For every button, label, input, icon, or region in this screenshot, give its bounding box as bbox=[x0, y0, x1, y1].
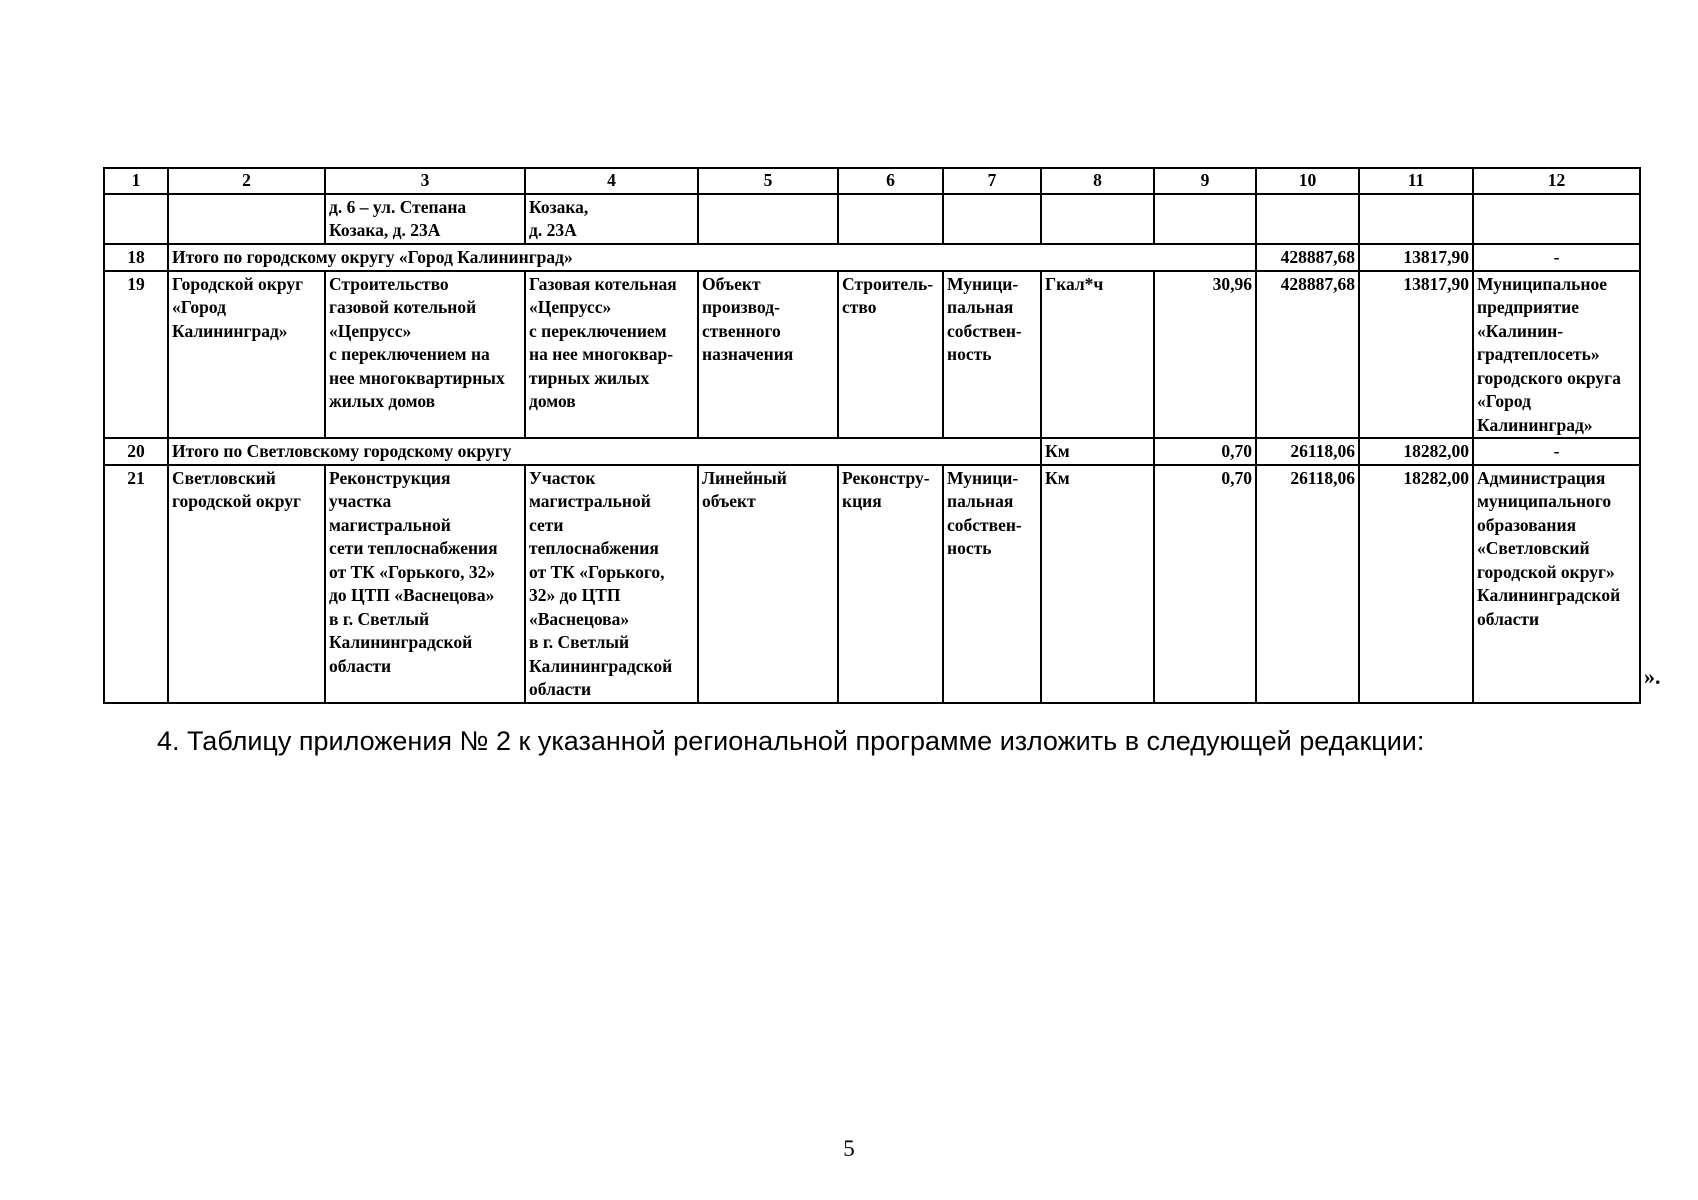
table-cell: 18282,00 bbox=[1359, 438, 1473, 465]
table-cell: Участок магистральной сети теплоснабжения от ТК «Горького, 32» до ЦТП «Васнецова» в г. Светлый Калининградской области bbox=[525, 465, 698, 703]
table-cell: Реконстру- кция bbox=[838, 465, 943, 703]
table-cell: - bbox=[1473, 438, 1640, 465]
table-cell: Строитель- ство bbox=[838, 271, 943, 439]
table-cell: Козака, д. 23А bbox=[525, 194, 698, 244]
table-cell bbox=[1473, 194, 1640, 244]
table-cell: д. 6 – ул. Степана Козака, д. 23А bbox=[325, 194, 525, 244]
table-cell: Городской округ «Город Калининград» bbox=[168, 271, 325, 439]
table-cell: Км bbox=[1041, 438, 1154, 465]
subtotal-label: Итого по городскому округу «Город Калининград» bbox=[168, 244, 1256, 271]
table-cell: Муниципальное предприятие «Калинин- градтеплосеть» городского округа «Город Калининград» bbox=[1473, 271, 1640, 439]
table-header-row bbox=[104, 168, 1640, 194]
table-cell: Администрация муниципального образования «Светловский городской округ» Калининградской области bbox=[1473, 465, 1640, 703]
page-number: 5 bbox=[843, 1136, 855, 1161]
row-number: 19 bbox=[104, 271, 168, 439]
table-cell bbox=[104, 194, 168, 244]
table-cell bbox=[1359, 194, 1473, 244]
table-cell bbox=[698, 194, 838, 244]
table-cell: 428887,68 bbox=[1256, 271, 1359, 439]
table-cell: Муници- пальная собствен- ность bbox=[943, 465, 1041, 703]
appendix-table bbox=[103, 167, 1641, 704]
table-row-20 bbox=[104, 438, 1640, 465]
row-number: 21 bbox=[104, 465, 168, 703]
table-cell bbox=[1154, 194, 1256, 244]
paragraph-text: 4. Таблицу приложения № 2 к указанной региональной программе изложить в следующей редакции: bbox=[157, 726, 1425, 756]
table-cell: 26118,06 bbox=[1256, 438, 1359, 465]
row-number: 20 bbox=[104, 438, 168, 465]
header-cell: 5 bbox=[698, 168, 838, 194]
header-cell: 10 bbox=[1256, 168, 1359, 194]
table-cell: Линейный объект bbox=[698, 465, 838, 703]
subtotal-label: Итого по Светловскому городскому округу bbox=[168, 438, 1041, 465]
table-row-18 bbox=[104, 244, 1640, 271]
table-cell bbox=[943, 194, 1041, 244]
table-cell: 0,70 bbox=[1154, 438, 1256, 465]
header-cell: 3 bbox=[325, 168, 525, 194]
table-cell: Объект производ- ственного назначения bbox=[698, 271, 838, 439]
table-cell: 13817,90 bbox=[1359, 271, 1473, 439]
header-cell: 8 bbox=[1041, 168, 1154, 194]
table-cell: Светловский городской округ bbox=[168, 465, 325, 703]
table-cell: Гкал*ч bbox=[1041, 271, 1154, 439]
table-cell: 0,70 bbox=[1154, 465, 1256, 703]
row-number: 18 bbox=[104, 244, 168, 271]
table-row-19 bbox=[104, 271, 1640, 439]
table-cell: Км bbox=[1041, 465, 1154, 703]
header-cell: 12 bbox=[1473, 168, 1640, 194]
table-cell: 428887,68 bbox=[1256, 244, 1359, 271]
table-cell bbox=[1256, 194, 1359, 244]
header-cell: 7 bbox=[943, 168, 1041, 194]
table-cell: Строительство газовой котельной «Цепрусс» с переключением на нее многоквартирных жилых домов bbox=[325, 271, 525, 439]
table-cell: - bbox=[1473, 244, 1640, 271]
header-cell: 2 bbox=[168, 168, 325, 194]
table-cell: Муници- пальная собствен- ность bbox=[943, 271, 1041, 439]
table-row-21 bbox=[104, 465, 1640, 703]
table-cell: 13817,90 bbox=[1359, 244, 1473, 271]
header-cell: 4 bbox=[525, 168, 698, 194]
table-cell: 18282,00 bbox=[1359, 465, 1473, 703]
table-cell: Реконструкция участка магистральной сети теплоснабжения от ТК «Горького, 32» до ЦТП «Васнецова» в г. Светлый Калининградской области bbox=[325, 465, 525, 703]
table-cell bbox=[1041, 194, 1154, 244]
header-cell: 11 bbox=[1359, 168, 1473, 194]
header-cell: 1 bbox=[104, 168, 168, 194]
header-cell: 9 bbox=[1154, 168, 1256, 194]
table-cell: 26118,06 bbox=[1256, 465, 1359, 703]
table-cell bbox=[838, 194, 943, 244]
table-row-continuation bbox=[104, 194, 1640, 244]
table-cell: 30,96 bbox=[1154, 271, 1256, 439]
table-cell bbox=[168, 194, 325, 244]
closing-quote: ». bbox=[1644, 664, 1661, 689]
table-cell: Газовая котельная «Цепрусс» с переключением на нее многоквар- тирных жилых домов bbox=[525, 271, 698, 439]
header-cell: 6 bbox=[838, 168, 943, 194]
